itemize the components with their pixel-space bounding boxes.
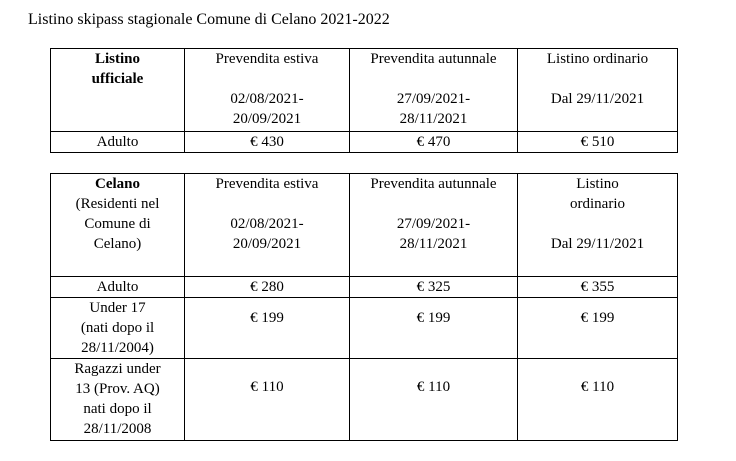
- residents-price-table: [50, 173, 678, 441]
- table-header-row: [51, 49, 678, 132]
- row-label: Adulto: [51, 277, 185, 298]
- row-label-line: (nati dopo il: [80, 320, 155, 336]
- header-label-line: Celano: [95, 176, 140, 192]
- header-cell-celano: [51, 174, 185, 277]
- price-cell: € 199: [185, 298, 350, 359]
- column-name: ordinario: [570, 196, 625, 212]
- price-cell: € 510: [518, 132, 678, 153]
- row-label: [51, 359, 185, 441]
- column-date: 28/11/2021: [399, 111, 468, 127]
- header-cell-listino-ordinario: [518, 174, 678, 277]
- column-date: 02/08/2021-: [230, 91, 304, 107]
- row-label-line: 28/11/2004): [81, 340, 154, 356]
- column-name: Listino ordinario: [546, 51, 649, 67]
- column-date: Dal 29/11/2021: [550, 91, 645, 107]
- price-cell: € 430: [185, 132, 350, 153]
- header-label-line: Comune di: [84, 216, 151, 232]
- header-label-line: (Residenti nel: [75, 196, 160, 212]
- price-cell: € 110: [185, 359, 350, 441]
- header-cell-prevendita-autunnale: [350, 174, 518, 277]
- table-header-row: [51, 174, 678, 277]
- row-label-line: nati dopo il: [83, 401, 152, 417]
- header-label-line: Listino: [94, 51, 140, 67]
- header-label-line: Celano): [93, 236, 142, 252]
- table-row: [51, 298, 678, 359]
- official-price-table: [50, 48, 678, 153]
- table-row: [51, 277, 678, 298]
- row-label-line: Under 17: [89, 300, 146, 316]
- column-date: Dal 29/11/2021: [550, 236, 645, 252]
- header-cell-prevendita-autunnale: [350, 49, 518, 132]
- price-cell: € 355: [518, 277, 678, 298]
- row-label-line: Ragazzi under: [74, 361, 161, 377]
- price-cell: € 325: [350, 277, 518, 298]
- column-name: Prevendita estiva: [215, 176, 319, 192]
- price-cell: € 110: [350, 359, 518, 441]
- price-cell: € 199: [518, 298, 678, 359]
- column-date: 27/09/2021-: [396, 91, 471, 107]
- row-label-line: 13 (Prov. AQ): [75, 381, 160, 397]
- header-cell-listino-ufficiale: [51, 49, 185, 132]
- column-name: Prevendita estiva: [215, 51, 319, 67]
- header-cell-listino-ordinario: [518, 49, 678, 132]
- price-cell: € 110: [518, 359, 678, 441]
- row-label-line: 28/11/2008: [83, 421, 152, 437]
- price-cell: € 280: [185, 277, 350, 298]
- row-label: Adulto: [51, 132, 185, 153]
- price-cell: € 199: [350, 298, 518, 359]
- column-date: 02/08/2021-: [230, 216, 304, 232]
- table-row: [51, 132, 678, 153]
- header-cell-prevendita-estiva: [185, 174, 350, 277]
- column-date: 20/09/2021: [232, 111, 302, 127]
- document-title: Listino skipass stagionale Comune di Celano 2021-2022: [28, 11, 390, 28]
- header-label-line: ufficiale: [91, 71, 144, 87]
- column-name: Prevendita autunnale: [370, 51, 497, 67]
- price-cell: € 470: [350, 132, 518, 153]
- column-date: 20/09/2021: [232, 236, 302, 252]
- table-row: [51, 359, 678, 441]
- column-date: 27/09/2021-: [396, 216, 471, 232]
- column-name: Listino: [576, 176, 619, 192]
- column-name: Prevendita autunnale: [370, 176, 497, 192]
- header-cell-prevendita-estiva: [185, 49, 350, 132]
- row-label: [51, 298, 185, 359]
- column-date: 28/11/2021: [399, 236, 468, 252]
